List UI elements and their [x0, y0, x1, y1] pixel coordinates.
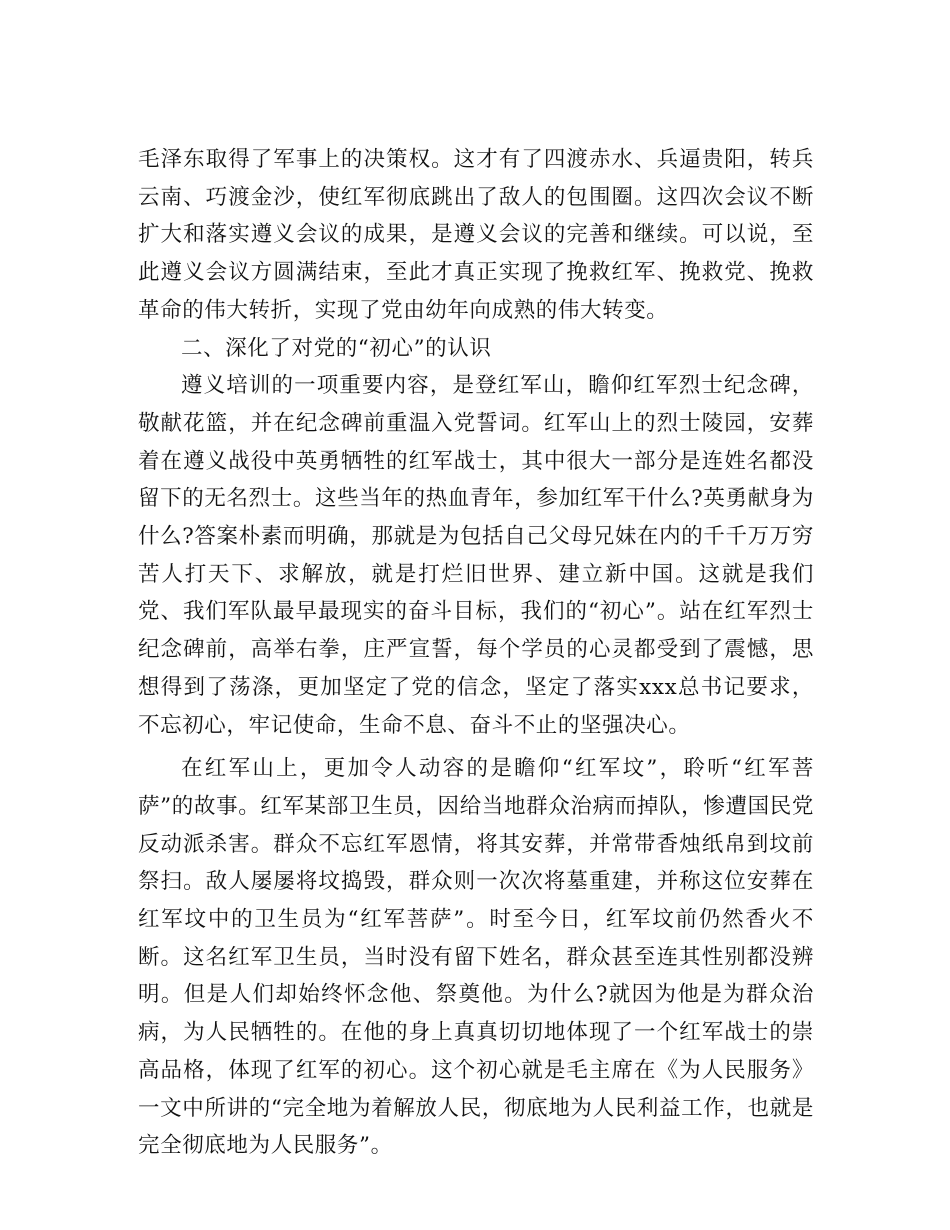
section-heading: 二、深化了对党的“初心”的认识 [181, 335, 492, 361]
paragraph-red-army-hill: 遵义培训的一项重要内容，是登红军山，瞻仰红军烈士纪念碑，敬献花篮，并在纪念碑前重温入党誓词。红军山上的烈士陵园，安葬着在遵义战役中英勇牺牲的红军战士，其中很大一部分是连姓名都没留下的无名烈士。这些当年的热血青年，参加红军干什么?英勇献身为什么?答案朴素而明确，那就是为包括自己父母兄妹在内的千千万万穷苦人打天下、求解放，就是打烂旧世界、建立新中国。这就是我们党、我们军队最早最现实的奋斗目标，我们的“初心”。站在红军烈士纪念碑前，高举右拳，庄严宣誓，每个学员的心灵都受到了震憾，思想得到了荡涤，更加坚定了党的信念，坚定了落实xxx总书记要求，不忘初心，牢记使命，生命不息、奋斗不止的坚强决心。 [138, 373, 814, 738]
paragraph-red-army-tomb: 在红军山上，更加令人动容的是瞻仰“红军坟”，聆听“红军菩萨”的故事。红军某部卫生员，因给当地群众治病而掉队，惨遭国民党反动派杀害。群众不忘红军恩情，将其安葬，并常带香烛纸帛到坟前祭扫。敌人屡屡将坟捣毁，群众则一次次将墓重建，并称这位安葬在红军坟中的卫生员为“红军菩萨”。时至今日，红军坟前仍然香火不断。这名红军卫生员，当时没有留下姓名，群众甚至连其性别都没辨明。但是人们却始终怀念他、祭奠他。为什么?就因为他是为群众治病，为人民牺牲的。在他的身上真真切切地体现了一个红军战士的崇高品格，体现了红军的初心。这个初心就是毛主席在《为人民服务》一文中所讲的“完全地为着解放人民，彻底地为人民利益工作，也就是完全彻底地为人民服务”。 [138, 756, 814, 1159]
document-body [138, 141, 814, 1165]
paragraph-continuation: 毛泽东取得了军事上的决策权。这才有了四渡赤水、兵逼贵阳，转兵云南、巧渡金沙，使红军彻底跳出了敌人的包围圈。这四次会议不断扩大和落实遵义会议的成果，是遵义会议的完善和继续。可以说，至此遵义会议方圆满结束，至此才真正实现了挽救红军、挽救党、挽救革命的伟大转折，实现了党由幼年向成熟的伟大转变。 [138, 147, 814, 323]
